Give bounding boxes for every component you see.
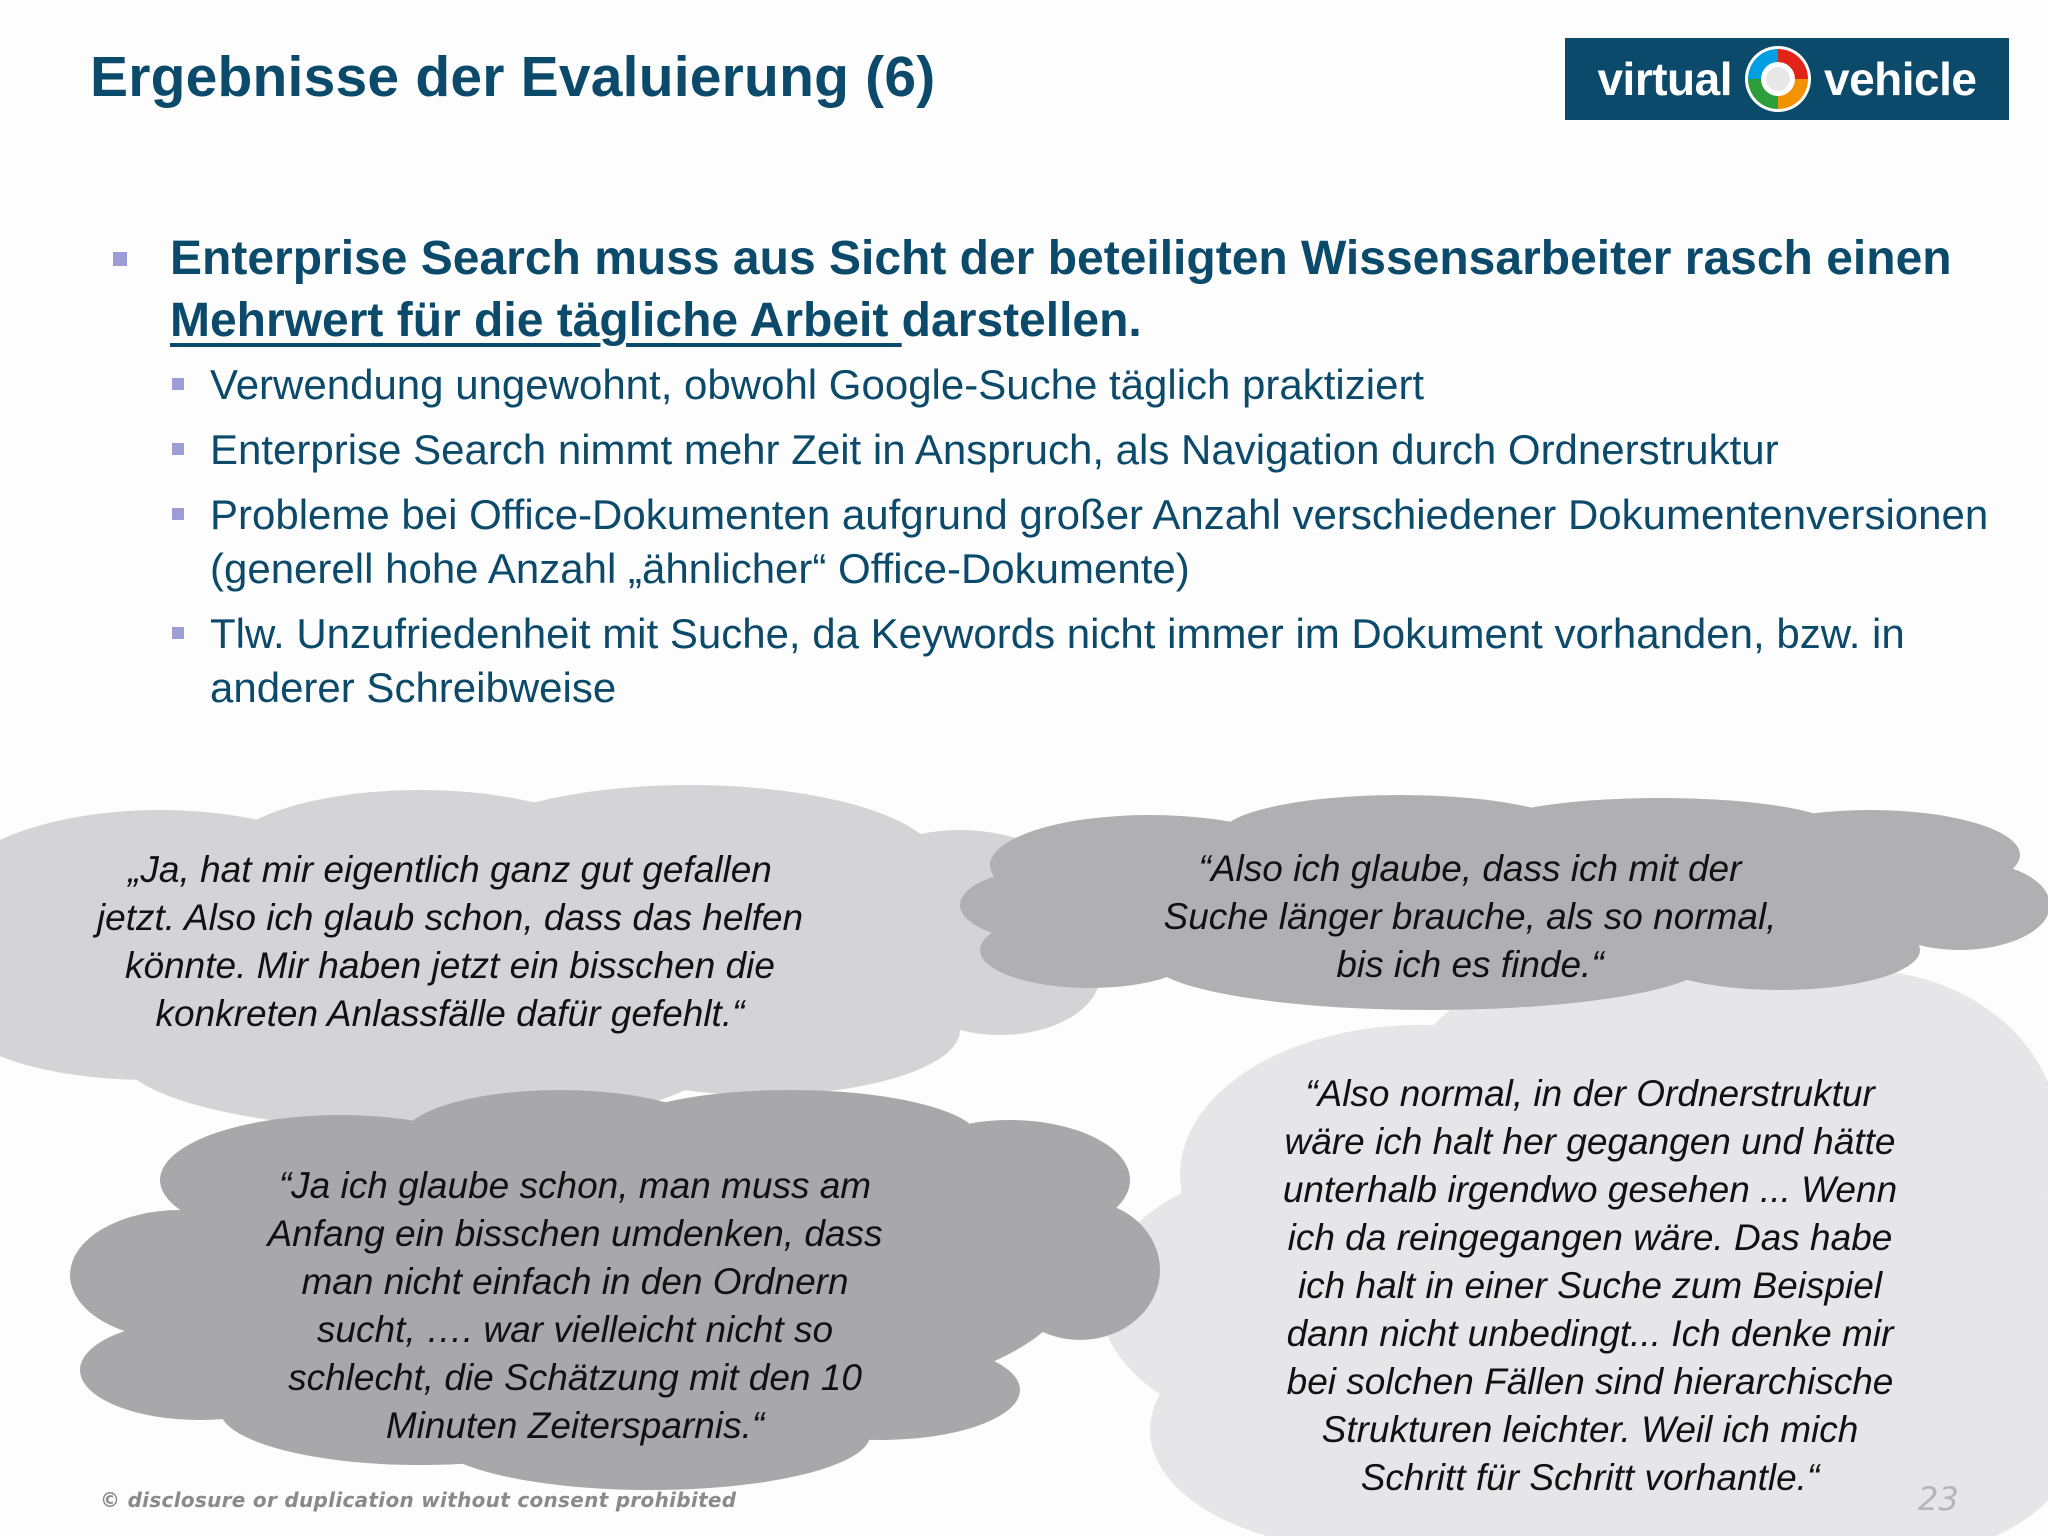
- quote-top-right: “Also ich glaube, dass ich mit der Suche länger brauche, als so normal, bis ich es finde.“: [1163, 848, 1777, 985]
- copyright-footer: © disclosure or duplication without consent prohibited: [100, 1488, 737, 1512]
- slide-title: Ergebnisse der Evaluierung (6): [90, 45, 936, 109]
- logo-left-word: virtual: [1597, 53, 1733, 105]
- page-number: 23: [1918, 1480, 1959, 1518]
- sub-bullet-text: Probleme bei Office-Dokumenten aufgrund großer Anzahl verschiedener Dokumentenversionen (generell hohe Anzahl „ähnlicher“ Office-Dokumente): [210, 491, 1989, 592]
- quote-bottom-right: “Also normal, in der Ordnerstruktur wäre ich halt her gegangen und hätte unterhalb irgendwo gesehen ... Wenn ich da reingegangen wäre. Das habe ich halt in einer Suche zum Beispiel dann nicht unbedingt... Ich denke mir bei solchen Fällen sind hierarchische Strukturen leichter. Weil ich mich Schritt für Schritt vorhantle.“: [1282, 1073, 1898, 1498]
- main-bullet-text-after: darstellen.: [901, 294, 1142, 347]
- sub-bullet-text: Verwendung ungewohnt, obwohl Google-Suche täglich praktiziert: [210, 361, 1425, 408]
- sub-bullet-text: Tlw. Unzufriedenheit mit Suche, da Keywords nicht immer im Dokument vorhanden, bzw. in anderer Schreibweise: [210, 610, 1905, 711]
- main-bullet-emphasis: Mehrwert für die tägliche Arbeit: [170, 294, 902, 347]
- quote-top-left: „Ja, hat mir eigentlich ganz gut gefallen jetzt. Also ich glaub schon, dass das helfen könnte. Mir haben jetzt ein bisschen die konkreten Anlassfälle dafür gefehlt.“: [96, 849, 804, 1034]
- logo-right-word: vehicle: [1824, 53, 1977, 105]
- sub-bullet-text: Enterprise Search nimmt mehr Zeit in Anspruch, als Navigation durch Ordnerstruktur: [210, 426, 1779, 473]
- quote-bottom-left: “Ja ich glaube schon, man muss am Anfang ein bisschen umdenken, dass man nicht einfach in den Ordnern sucht, …. war vielleicht nicht so schlecht, die Schätzung mit den 10 Minuten Zeitersparnis.“: [267, 1165, 883, 1446]
- main-bullet-text-before: Enterprise Search muss aus Sicht der beteiligten Wissensarbeiter rasch einen: [170, 232, 1952, 285]
